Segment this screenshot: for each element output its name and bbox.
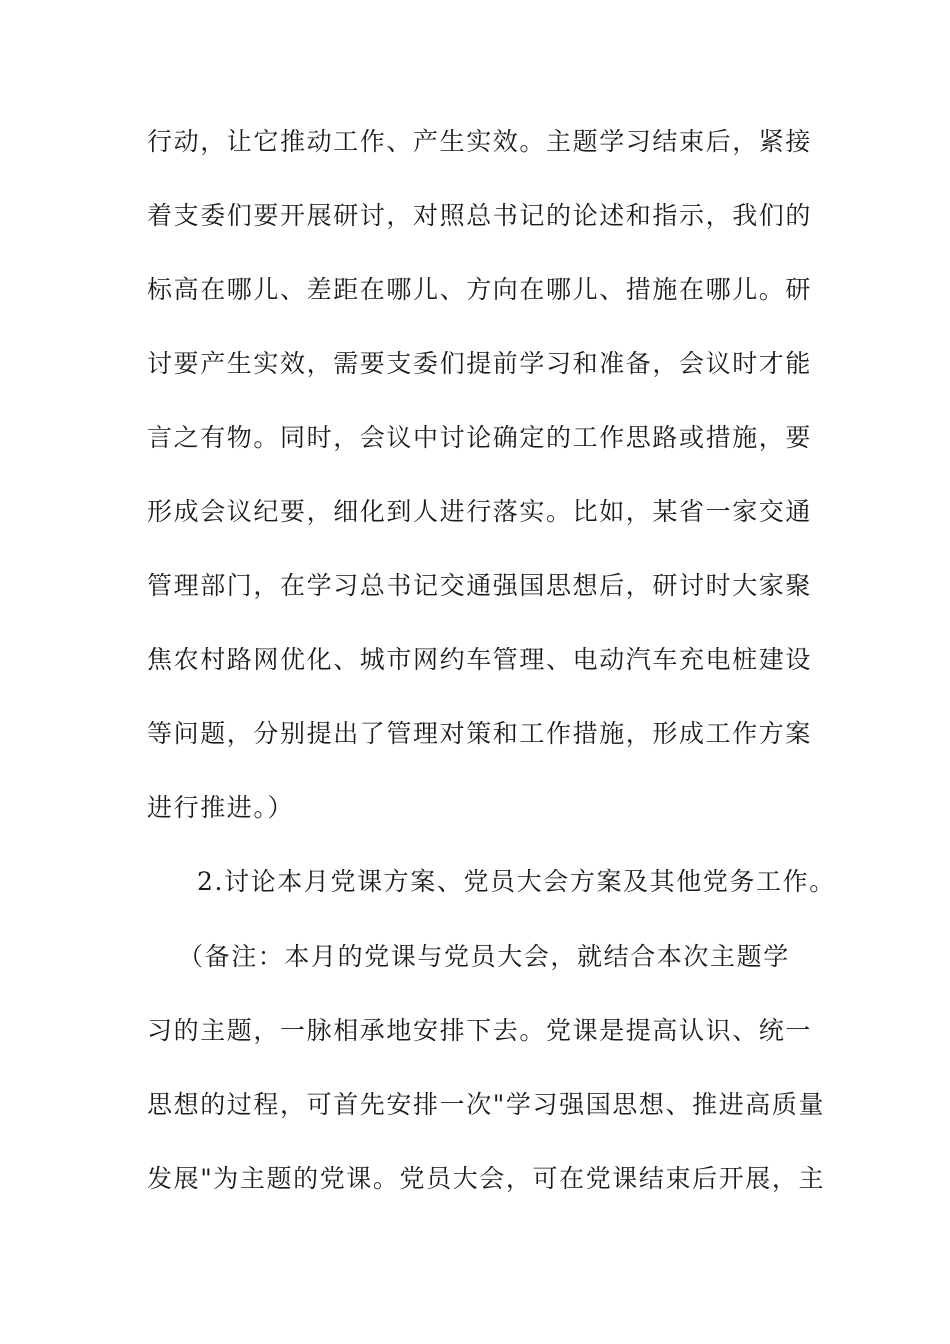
- section-heading-line: 2.讨论本月党课方案、党员大会方案及其他党务工作。: [197, 867, 836, 896]
- paragraph-line: 习的主题，一脉相承地安排下去。党课是提高认识、统一: [147, 1016, 813, 1045]
- paragraph-line: 管理部门，在学习总书记交通强国思想后，研讨时大家聚: [147, 571, 813, 600]
- paragraph-line: 讨要产生实效，需要支委们提前学习和准备，会议时才能: [147, 349, 813, 378]
- paragraph-line: 发展"为主题的党课。党员大会，可在党课结束后开展，主: [147, 1164, 826, 1193]
- paragraph-line: 等问题，分别提出了管理对策和工作措施，形成工作方案: [147, 719, 813, 748]
- paragraph-line: 焦农村路网优化、城市网约车管理、电动汽车充电桩建设: [147, 645, 813, 674]
- paragraph-line: 形成会议纪要，细化到人进行落实。比如，某省一家交通: [147, 497, 813, 526]
- paragraph-line: 着支委们要开展研讨，对照总书记的论述和指示，我们的: [147, 201, 813, 230]
- paragraph-line: 言之有物。同时，会议中讨论确定的工作思路或措施，要: [147, 423, 813, 452]
- paragraph-line: （备注：本月的党课与党员大会，就结合本次主题学: [178, 942, 790, 971]
- paragraph-line: 思想的过程，可首先安排一次"学习强国思想、推进高质量: [147, 1090, 826, 1119]
- paragraph-line: 进行推进。）: [147, 793, 295, 822]
- paragraph-line: 标高在哪儿、差距在哪儿、方向在哪儿、措施在哪儿。研: [147, 275, 813, 304]
- paragraph-line: 行动，让它推动工作、产生实效。主题学习结束后，紧接: [147, 127, 813, 156]
